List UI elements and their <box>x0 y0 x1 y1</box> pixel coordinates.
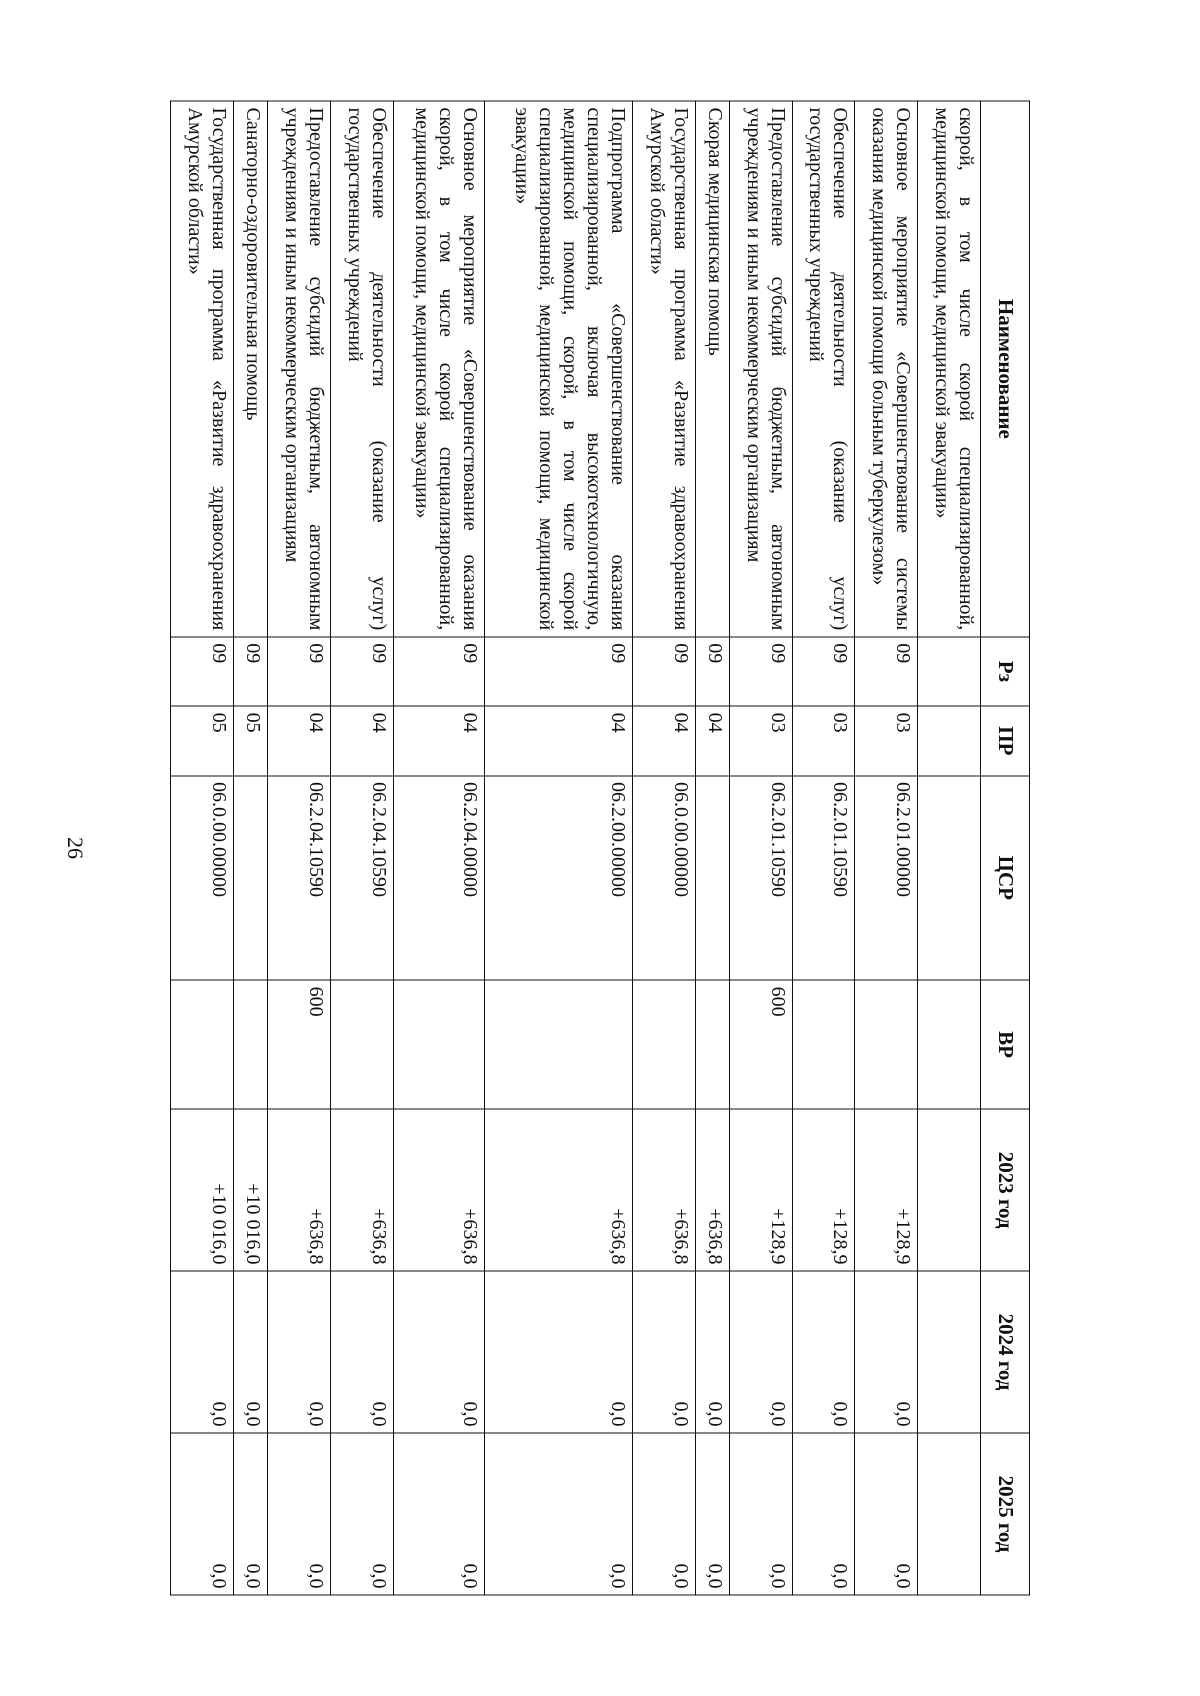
cell-2024 <box>918 1271 981 1433</box>
cell-2025: 0,0 <box>393 1433 484 1595</box>
cell-rz: 09 <box>330 637 393 706</box>
cell-2025: 0,0 <box>730 1433 793 1595</box>
cell-2024: 0,0 <box>171 1271 234 1433</box>
cell-2023: +636,8 <box>632 1109 695 1271</box>
cell-2024: 0,0 <box>268 1271 331 1433</box>
budget-table <box>170 101 1030 1596</box>
cell-2024: 0,0 <box>632 1271 695 1433</box>
cell-name: Санаторно-оздоровительная помощь <box>233 101 267 637</box>
cell-rz: 09 <box>268 637 331 706</box>
cell-2023: +636,8 <box>268 1109 331 1271</box>
table-body <box>171 101 981 1595</box>
cell-rz: 09 <box>233 637 267 706</box>
cell-name: скорой, в том числе скорой специализированной, медицинской помощи, медицинской эвакуации» <box>918 101 981 637</box>
cell-2023 <box>918 1109 981 1271</box>
table-row <box>330 101 393 1595</box>
cell-2025: 0,0 <box>484 1433 632 1595</box>
cell-2024: 0,0 <box>695 1271 729 1433</box>
cell-2025 <box>918 1433 981 1595</box>
budget-table-rotated <box>170 101 1030 1596</box>
cell-name: Предоставление субсидий бюджетным, автономным учреждениям и иным некоммерческим организациям <box>268 101 331 637</box>
header-2024: 2024 год <box>981 1271 1030 1433</box>
cell-rz: 09 <box>171 637 234 706</box>
cell-2025: 0,0 <box>792 1433 855 1595</box>
cell-vr <box>393 980 484 1109</box>
cell-2023: +636,8 <box>484 1109 632 1271</box>
cell-rz: 09 <box>484 637 632 706</box>
cell-2024: 0,0 <box>792 1271 855 1433</box>
cell-pr: 05 <box>233 706 267 775</box>
cell-csr <box>918 776 981 981</box>
cell-pr: 04 <box>330 706 393 775</box>
cell-csr: 06.2.01.10590 <box>792 776 855 981</box>
cell-csr: 06.2.00.00000 <box>484 776 632 981</box>
cell-2025: 0,0 <box>268 1433 331 1595</box>
cell-csr: 06.2.04.10590 <box>330 776 393 981</box>
table-row <box>632 101 695 1595</box>
table-row <box>695 101 729 1595</box>
cell-name: Основное мероприятие «Совершенствование оказания скорой, в том числе скорой специализированной, медицинской помощи, медицинской эвакуации» <box>393 101 484 637</box>
cell-pr <box>918 706 981 775</box>
cell-pr: 04 <box>632 706 695 775</box>
cell-name: Скорая медицинская помощь <box>695 101 729 637</box>
cell-name: Обеспечение деятельности (оказание услуг) государственных учреждений <box>792 101 855 637</box>
table-row <box>730 101 793 1595</box>
cell-pr: 03 <box>792 706 855 775</box>
cell-vr <box>855 980 918 1109</box>
cell-csr: 06.2.01.00000 <box>855 776 918 981</box>
cell-2024: 0,0 <box>330 1271 393 1433</box>
cell-2023: +636,8 <box>393 1109 484 1271</box>
header-2025: 2025 год <box>981 1433 1030 1595</box>
cell-2024: 0,0 <box>233 1271 267 1433</box>
cell-pr: 03 <box>855 706 918 775</box>
cell-vr <box>330 980 393 1109</box>
table-row <box>393 101 484 1595</box>
cell-rz <box>918 637 981 706</box>
cell-2023: +10 016,0 <box>233 1109 267 1271</box>
cell-2024: 0,0 <box>393 1271 484 1433</box>
cell-rz: 09 <box>730 637 793 706</box>
table-row <box>918 101 981 1595</box>
cell-name: Подпрограмма «Совершенствование оказания специализированной, включая высокотехнологичную, медицинской помощи, скорой, в том числе скорой специализированной, медицинской помощи, медицинской эвакуации» <box>484 101 632 637</box>
cell-rz: 09 <box>632 637 695 706</box>
cell-csr <box>233 776 267 981</box>
cell-pr: 04 <box>268 706 331 775</box>
cell-csr <box>695 776 729 981</box>
table-row <box>484 101 632 1595</box>
header-name: Наименование <box>981 101 1030 637</box>
cell-vr: 600 <box>268 980 331 1109</box>
cell-2025: 0,0 <box>632 1433 695 1595</box>
cell-2023: +636,8 <box>695 1109 729 1271</box>
cell-vr <box>632 980 695 1109</box>
cell-rz: 09 <box>792 637 855 706</box>
cell-vr <box>484 980 632 1109</box>
header-pr: ПР <box>981 706 1030 775</box>
cell-csr: 06.0.00.00000 <box>171 776 234 981</box>
cell-2023: +636,8 <box>330 1109 393 1271</box>
table-row <box>855 101 918 1595</box>
cell-rz: 09 <box>855 637 918 706</box>
cell-pr: 04 <box>484 706 632 775</box>
cell-name: Государственная программа «Развитие здравоохранения Амурской области» <box>632 101 695 637</box>
cell-vr <box>171 980 234 1109</box>
header-vr: ВР <box>981 980 1030 1109</box>
cell-2024: 0,0 <box>484 1271 632 1433</box>
cell-2023: +128,9 <box>730 1109 793 1271</box>
cell-csr: 06.0.00.00000 <box>632 776 695 981</box>
cell-csr: 06.2.01.10590 <box>730 776 793 981</box>
cell-2023: +128,9 <box>792 1109 855 1271</box>
cell-name: Государственная программа «Развитие здравоохранения Амурской области» <box>171 101 234 637</box>
cell-rz: 09 <box>695 637 729 706</box>
cell-csr: 06.2.04.00000 <box>393 776 484 981</box>
cell-2024: 0,0 <box>855 1271 918 1433</box>
cell-pr: 04 <box>393 706 484 775</box>
cell-2024: 0,0 <box>730 1271 793 1433</box>
cell-2023: +128,9 <box>855 1109 918 1271</box>
table-header <box>981 101 1030 1595</box>
cell-pr: 05 <box>171 706 234 775</box>
cell-vr: 600 <box>730 980 793 1109</box>
header-rz: Рз <box>981 637 1030 706</box>
table-row <box>792 101 855 1595</box>
cell-name: Предоставление субсидий бюджетным, автономным учреждениям и иным некоммерческим организациям <box>730 101 793 637</box>
cell-2025: 0,0 <box>855 1433 918 1595</box>
cell-rz: 09 <box>393 637 484 706</box>
cell-2025: 0,0 <box>171 1433 234 1595</box>
cell-2023: +10 016,0 <box>171 1109 234 1271</box>
cell-vr <box>792 980 855 1109</box>
cell-name: Обеспечение деятельности (оказание услуг) государственных учреждений <box>330 101 393 637</box>
table-row <box>233 101 267 1595</box>
cell-pr: 03 <box>730 706 793 775</box>
cell-pr: 04 <box>695 706 729 775</box>
table-row <box>171 101 234 1595</box>
header-2023: 2023 год <box>981 1109 1030 1271</box>
cell-csr: 06.2.04.10590 <box>268 776 331 981</box>
cell-vr <box>233 980 267 1109</box>
cell-2025: 0,0 <box>695 1433 729 1595</box>
cell-vr <box>918 980 981 1109</box>
cell-name: Основное мероприятие «Совершенствование системы оказания медицинской помощи больным туберкулезом» <box>855 101 918 637</box>
cell-vr <box>695 980 729 1109</box>
header-csr: ЦСР <box>981 776 1030 981</box>
header-row <box>981 101 1030 1595</box>
page-number: 26 <box>63 837 88 859</box>
table-row <box>268 101 331 1595</box>
cell-2025: 0,0 <box>233 1433 267 1595</box>
cell-2025: 0,0 <box>330 1433 393 1595</box>
